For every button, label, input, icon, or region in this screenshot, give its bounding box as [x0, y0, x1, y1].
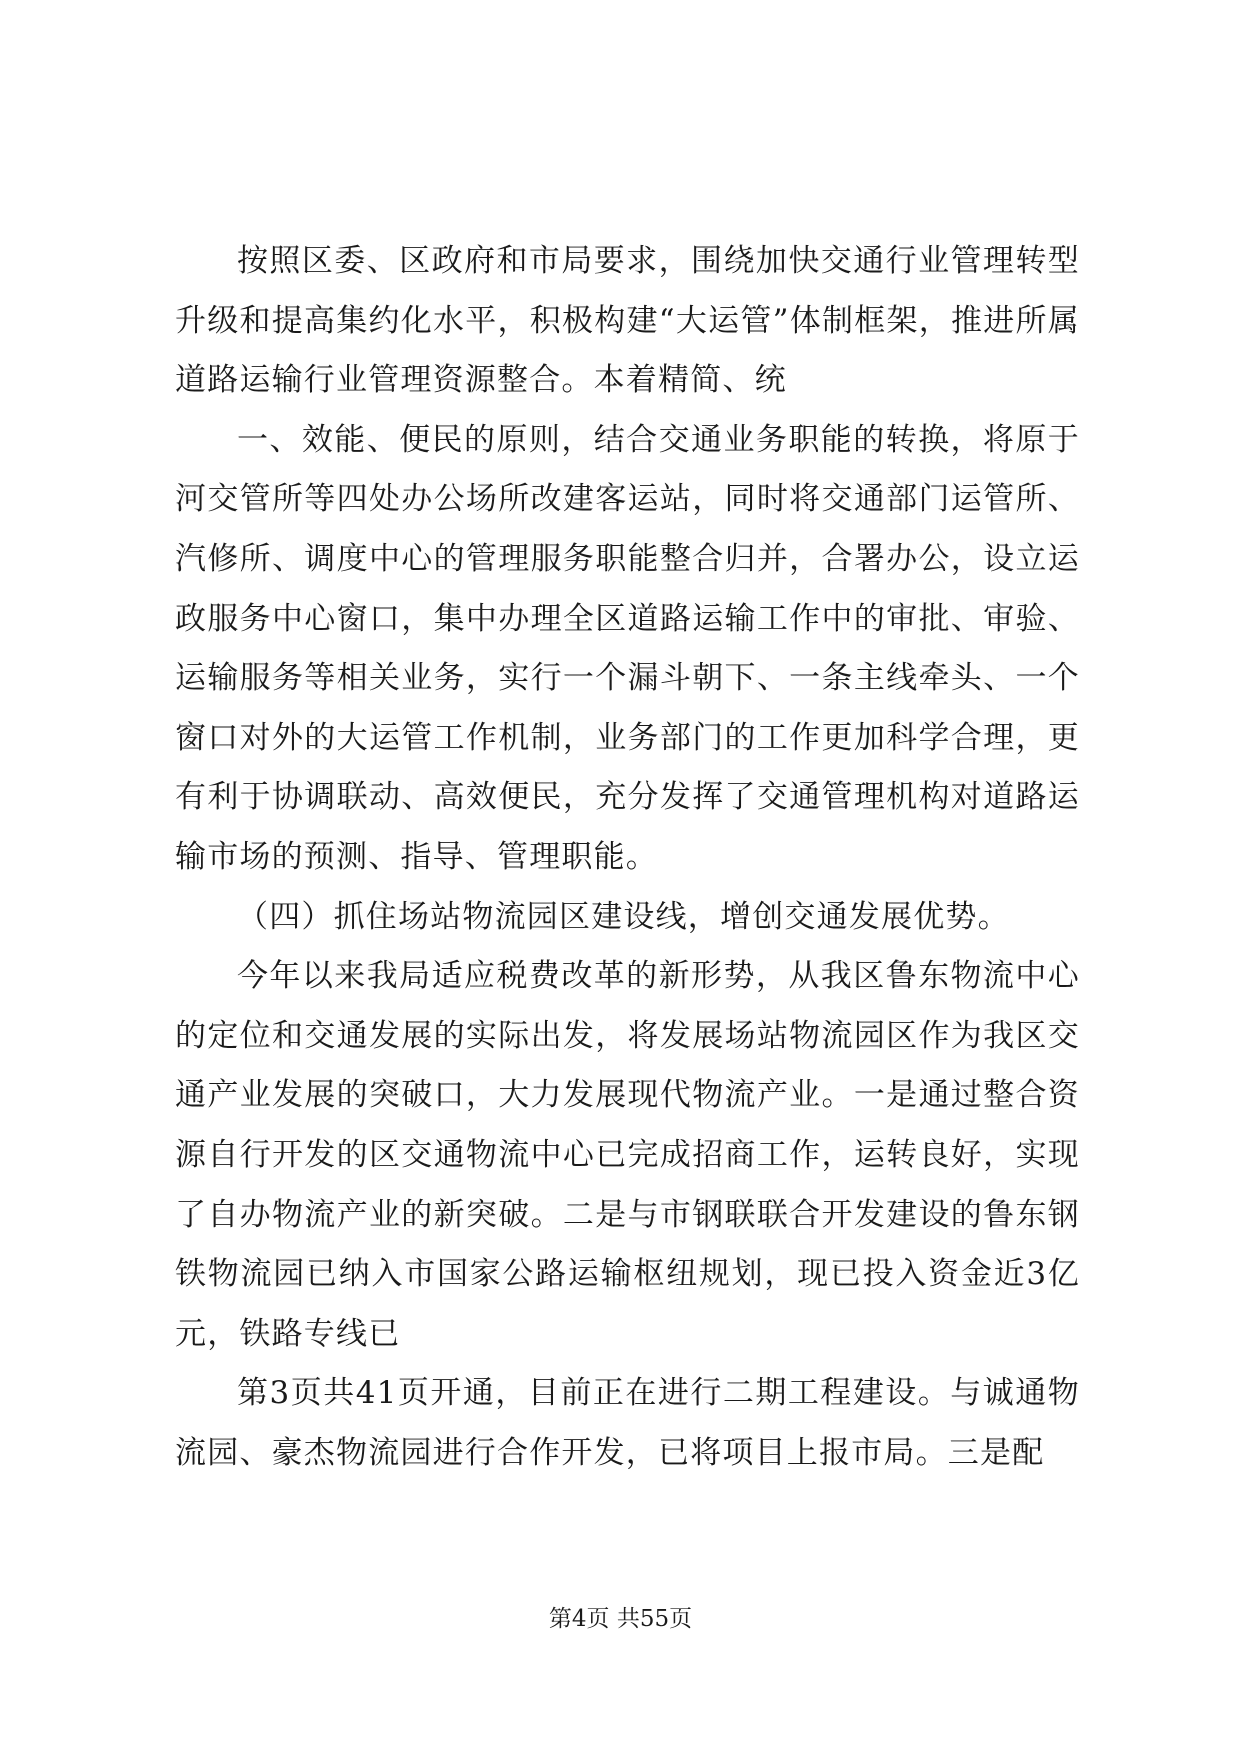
paragraph-2: 一、效能、便民的原则，结合交通业务职能的转换，将原于河交管所等四处办公场所改建客运站，同时将交通部门运管所、汽修所、调度中心的管理服务职能整合归并，合署办公，设立运政服务中心窗口，集中办理全区道路运输工作中的审批、审验、运输服务等相关业务，实行一个漏斗朝下、一条主线牵头、一个窗口对外的大运管工作机制，业务部门的工作更加科学合理，更有利于协调联动、高效便民，充分发挥了交通管理机构对道路运输市场的预测、指导、管理职能。	[175, 421, 1080, 875]
paragraph-5: 第3页共41页开通，目前正在进行二期工程建设。与诚通物流园、豪杰物流园进行合作开发，已将项目上报市局。三是配	[175, 1375, 1080, 1471]
paragraph-4: 今年以来我局适应税费改革的新形势，从我区鲁东物流中心的定位和交通发展的实际出发，将发展场站物流园区作为我区交通产业发展的突破口，大力发展现代物流产业。一是通过整合资源自行开发的区交通物流中心已完成招商工作，运转良好，实现了自办物流产业的新突破。二是与市钢联联合开发建设的鲁东钢铁物流园已纳入市国家公路运输枢纽规划，现已投入资金近3亿元，铁路专线已	[175, 958, 1080, 1352]
paragraph-3-heading: （四）抓住场站物流园区建设线，增创交通发展优势。	[237, 898, 1010, 935]
paragraph-1: 按照区委、区政府和市局要求，围绕加快交通行业管理转型升级和提高集约化水平，积极构建“大运管”体制框架，推进所属道路运输行业管理资源整合。本着精简、统	[175, 243, 1080, 399]
body-text	[175, 232, 1080, 1483]
page-number-footer: 第4页 共55页	[548, 1606, 693, 1632]
